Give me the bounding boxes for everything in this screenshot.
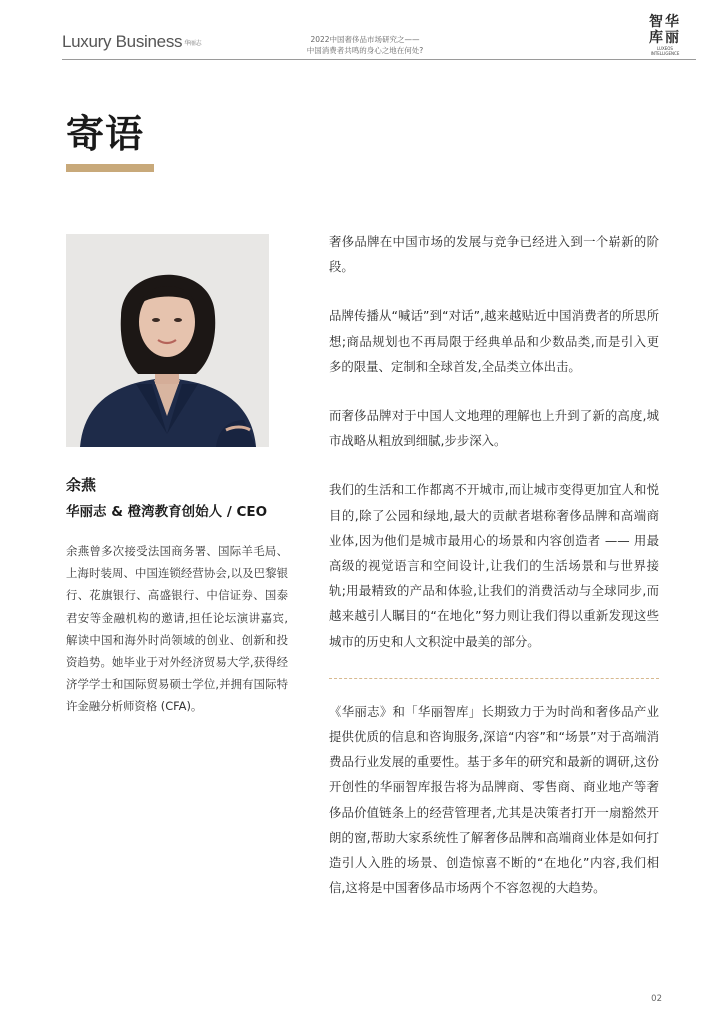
page-number: 02	[651, 994, 662, 1004]
person-name: 余燕	[66, 476, 97, 494]
portrait-photo	[66, 234, 269, 447]
main-text-column	[329, 229, 659, 924]
brand-seal-english: LUXEOS INTELLIGENCE	[650, 46, 680, 56]
report-title-line1: 2022中国奢侈品市场研究之——	[310, 35, 420, 44]
paragraph-urban-life: 我们的生活和工作都离不开城市,而让城市变得更加宜人和悦目的,除了公园和绿地,最大的贡献者堪称奢侈品牌和高端商业体,因为他们是城市最用心的场景和内容创造者 —— 用最高级的视觉语言和空间设计,让我们的生活场景和与世界接轨;用最精致的产品和体验,让我们的消费活动与全球同步,而越来越引人瞩目的“在地化”努力则让我们得以重新发现这些城市的历史和人文积淀中最美的部分。	[329, 482, 659, 649]
person-title: 华丽志 & 橙湾教育创始人 / CEO	[66, 504, 268, 520]
page-title: 寄语	[66, 112, 145, 156]
logo-small-text: 华丽志	[184, 41, 202, 48]
person-bio: 余燕曾多次接受法国商务署、国际羊毛局、上海时装周、中国连锁经营协会,以及巴黎银行、花旗银行、高盛银行、中信证券、国泰君安等金融机构的邀请,担任论坛演讲嘉宾,解读中国和海外时尚领域的创业、创新和投资趋势。她毕业于对外经济贸易大学,获得经济学学士和国际贸易硕士学位,并拥有国际特许金融分析师资格 (CFA)。	[66, 544, 288, 714]
brand-seal-top: 智华	[649, 14, 681, 30]
paragraph-brand-communication: 品牌传播从“喊话”到“对话”,越来越贴近中国消费者的所思所想;商品规划也不再局限于经典单品和少数品类,而是引入更多的限量、定制和全球首发,全品类立体出击。	[329, 308, 659, 374]
paragraph-intro: 奢侈品牌在中国市场的发展与竞争已经进入到一个崭新的阶段。	[329, 234, 659, 275]
brand-seal-logo	[644, 14, 686, 56]
report-title	[240, 34, 490, 56]
section-divider	[329, 678, 659, 679]
header-divider	[62, 59, 696, 60]
brand-seal-bottom: 库丽	[649, 30, 681, 46]
report-title-line2: 中国消费者共鸣的身心之地在何处?	[306, 46, 424, 55]
logo-text: Luxury Business	[62, 32, 183, 51]
luxury-business-logo	[62, 32, 201, 52]
paragraph-city-strategy: 而奢侈品牌对于中国人文地理的理解也上升到了新的高度,城市战略从粗放到细腻,步步深入。	[329, 408, 659, 449]
paragraph-closing: 《华丽志》和「华丽智库」长期致力于为时尚和奢侈品产业提供优质的信息和咨询服务,深谙“内容”和“场景”对于高端消费品行业发展的重要性。基于多年的研究和最新的调研,这份开创性的华丽智库报告将为品牌商、零售商、商业地产等奢侈品价值链条上的经营管理者,尤其是决策者打开一扇豁然开朗的窗,帮助大家系统性了解奢侈品牌和高端商业体是如何打造引人入胜的场景、创造惊喜不断的“在地化”内容,我们相信,这将是中国奢侈品市场两个不容忽视的大趋势。	[329, 703, 659, 896]
title-accent-bar	[66, 164, 154, 172]
